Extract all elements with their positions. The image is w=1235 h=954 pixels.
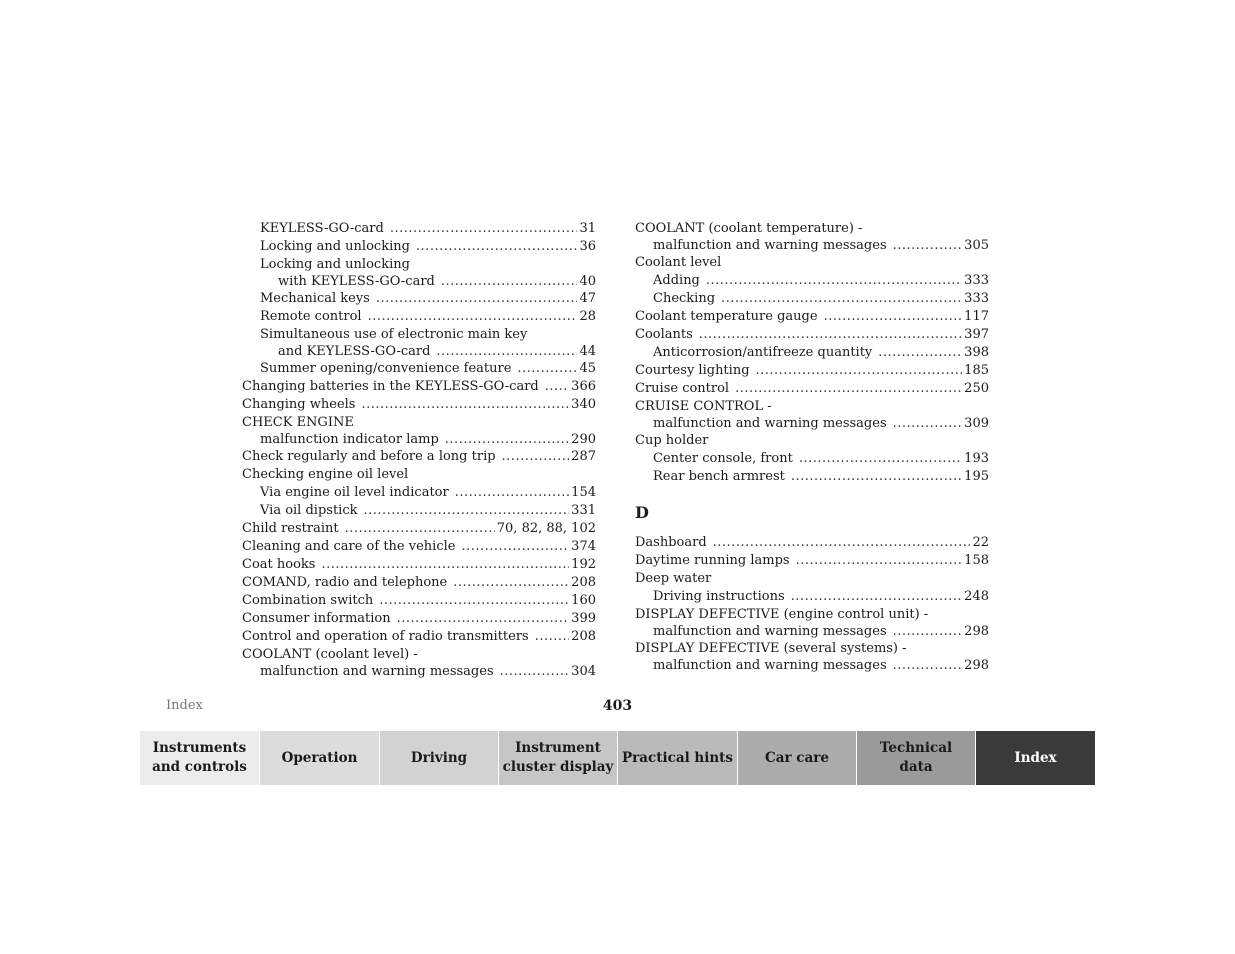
dot-leader [397, 610, 570, 628]
index-entry-term: Anticorrosion/antifreeze quantity [653, 345, 873, 360]
dot-leader [379, 592, 569, 610]
dot-leader [735, 380, 962, 398]
dot-leader [345, 520, 495, 538]
index-entry [242, 308, 596, 326]
dot-leader [878, 344, 962, 362]
index-entry [635, 570, 989, 588]
index-entry-term: Cleaning and care of the vehicle [242, 539, 456, 554]
dot-leader [368, 308, 578, 326]
index-entry [635, 290, 989, 308]
index-entry-term: malfunction and warning messages [653, 624, 887, 639]
tab-practical-hints[interactable]: Practical hints [618, 731, 738, 785]
index-entry-term: Changing batteries in the KEYLESS-GO-card [242, 379, 539, 394]
index-entry-page: 45 [579, 361, 596, 376]
dot-leader [441, 274, 578, 290]
tab-index[interactable]: Index [976, 731, 1095, 785]
index-entry [635, 272, 989, 290]
dot-leader [893, 416, 963, 432]
dot-leader [445, 432, 569, 448]
index-entry-page: 304 [571, 664, 596, 679]
dot-leader [500, 664, 570, 680]
index-entry [635, 552, 989, 570]
index-entry-term: Checking [653, 291, 716, 306]
index-entry-term: Deep water [635, 571, 712, 586]
dot-leader [535, 628, 569, 646]
index-entry [242, 628, 596, 646]
index-entry-term: malfunction and warning messages [653, 416, 887, 431]
index-entry-page: 399 [571, 611, 596, 626]
index-entry-page: 248 [964, 589, 989, 604]
index-entry-term: Locking and unlocking [260, 239, 410, 254]
index-entry-term: Via engine oil level indicator [260, 485, 449, 500]
index-entry [242, 432, 596, 448]
index-entry-term: malfunction and warning messages [653, 658, 887, 673]
page-number: 403 [602, 698, 633, 714]
dot-leader [321, 556, 569, 574]
index-entry-term: Mechanical keys [260, 291, 370, 306]
index-entry-page: 398 [964, 345, 989, 360]
index-entry-term: CRUISE CONTROL - [635, 399, 772, 414]
index-entry [242, 274, 596, 290]
index-entry-page: 340 [571, 397, 596, 412]
dot-leader [756, 362, 963, 380]
index-entry [242, 220, 596, 238]
dot-leader [824, 308, 963, 326]
index-entry [242, 610, 596, 628]
index-entry-term: malfunction and warning messages [653, 238, 887, 253]
index-entry [242, 592, 596, 610]
dot-leader [713, 534, 971, 552]
index-entry-term: Rear bench armrest [653, 469, 785, 484]
index-entry-page: 22 [972, 535, 989, 550]
dot-leader [376, 290, 578, 308]
dot-leader [893, 238, 963, 254]
index-entry-term: Summer opening/convenience feature [260, 361, 512, 376]
index-entry-page: 70, 82, 88, 102 [496, 521, 596, 536]
index-entry-page: 160 [571, 593, 596, 608]
dot-leader [453, 574, 569, 592]
index-entry-term: Locking and unlocking [260, 257, 410, 272]
index-entry-term: Daytime running lamps [635, 553, 790, 568]
index-entry [635, 326, 989, 344]
index-entry [242, 256, 596, 274]
index-entry-page: 305 [964, 238, 989, 253]
index-entry-page: 154 [571, 485, 596, 500]
index-entry-term: Cup holder [635, 433, 709, 448]
index-entry [242, 360, 596, 378]
index-entry-page: 374 [571, 539, 596, 554]
dot-leader [791, 588, 963, 606]
dot-leader [390, 220, 578, 238]
index-entry-term: COMAND, radio and telephone [242, 575, 448, 590]
index-entry-page: 290 [571, 432, 596, 447]
index-entry-page: 287 [571, 449, 596, 464]
dot-leader [364, 502, 570, 520]
index-entry-page: 44 [579, 344, 596, 359]
index-entry [635, 468, 989, 486]
dot-leader [796, 552, 963, 570]
index-entry-term: Center console, front [653, 451, 793, 466]
index-entry [242, 538, 596, 556]
index-entry [635, 416, 989, 432]
index-entry-page: 333 [964, 273, 989, 288]
index-entry [242, 664, 596, 680]
index-entry-page: 366 [571, 379, 596, 394]
index-entry [635, 362, 989, 380]
dot-leader [791, 468, 962, 486]
dot-leader [416, 238, 578, 256]
index-entry-term: Consumer information [242, 611, 391, 626]
index-entry [242, 290, 596, 308]
index-entry [242, 378, 596, 396]
index-entry-page: 195 [964, 469, 989, 484]
index-entry [242, 414, 596, 432]
index-entry-term: Dashboard [635, 535, 707, 550]
dot-leader [436, 344, 577, 360]
index-entry-page: 333 [964, 291, 989, 306]
tab-car-care[interactable]: Car care [738, 731, 857, 785]
index-entry [635, 432, 989, 450]
tab-instrument-cluster-display[interactable]: Instrument cluster display [499, 731, 618, 785]
dot-leader [721, 290, 962, 308]
index-entry [242, 520, 596, 538]
dot-leader [455, 484, 569, 502]
index-entry [242, 556, 596, 574]
index-entry-term: Coolant level [635, 255, 722, 270]
index-entry-term: Control and operation of radio transmitters [242, 629, 529, 644]
index-entry-term: Coolants [635, 327, 693, 342]
index-entry [635, 640, 989, 658]
dot-leader [893, 624, 963, 640]
index-entry-term: malfunction indicator lamp [260, 432, 439, 447]
index-entry [635, 588, 989, 606]
index-entry-page: 208 [571, 575, 596, 590]
dot-leader [517, 360, 577, 378]
index-entry [635, 344, 989, 362]
section-label: Index [166, 698, 203, 713]
index-entry-page: 28 [579, 309, 596, 324]
tab-driving[interactable]: Driving [380, 731, 499, 785]
dot-leader [461, 538, 569, 556]
index-entry-term: Adding [653, 273, 700, 288]
index-entry-page: 208 [571, 629, 596, 644]
index-entry-term: Cruise control [635, 381, 730, 396]
index-entry [242, 396, 596, 414]
index-entry [242, 502, 596, 520]
index-entry [635, 380, 989, 398]
index-entry-term: DISPLAY DEFECTIVE (several systems) - [635, 641, 907, 656]
index-entry-page: 309 [964, 416, 989, 431]
index-entry-term: Simultaneous use of electronic main key [260, 327, 528, 342]
dot-leader [545, 378, 569, 396]
tab-instruments-and-controls[interactable]: Instruments and controls [140, 731, 260, 785]
index-entry [635, 308, 989, 326]
index-entry-page: 31 [579, 221, 596, 236]
dot-leader [699, 326, 962, 344]
index-entry-page: 397 [964, 327, 989, 342]
index-entry-term: Child restraint [242, 521, 339, 536]
index-entry-term: CHECK ENGINE [242, 415, 354, 430]
index-entry [635, 398, 989, 416]
index-entry [635, 624, 989, 640]
index-entry [242, 484, 596, 502]
index-entry-term: with KEYLESS-GO-card [278, 274, 435, 289]
tab-operation[interactable]: Operation [260, 731, 380, 785]
index-entry [635, 220, 989, 238]
index-entry-term: DISPLAY DEFECTIVE (engine control unit) - [635, 607, 929, 622]
index-entry-term: COOLANT (coolant temperature) - [635, 221, 863, 236]
section-tab-bar [140, 731, 1095, 785]
index-entry-page: 298 [964, 658, 989, 673]
index-entry-term: malfunction and warning messages [260, 664, 494, 679]
index-entry [242, 344, 596, 360]
index-entry-term: and KEYLESS-GO-card [278, 344, 431, 359]
index-entry-page: 331 [571, 503, 596, 518]
index-entry-term: Courtesy lighting [635, 363, 750, 378]
index-entry [242, 238, 596, 256]
index-entry-term: COOLANT (coolant level) - [242, 647, 418, 662]
index-entry-page: 117 [964, 309, 989, 324]
tab-technical-data[interactable]: Technical data [857, 731, 976, 785]
index-entry-page: 185 [964, 363, 989, 378]
index-entry-term: Check regularly and before a long trip [242, 449, 496, 464]
index-entry [242, 574, 596, 592]
index-entry [635, 254, 989, 272]
index-column-right [635, 220, 989, 674]
index-entry-term: Changing wheels [242, 397, 356, 412]
index-entry-page: 158 [964, 553, 989, 568]
index-entry [635, 658, 989, 674]
dot-leader [893, 658, 963, 674]
index-entry-term: Combination switch [242, 593, 374, 608]
index-entry-page: 36 [579, 239, 596, 254]
index-entry-term: Driving instructions [653, 589, 785, 604]
index-entry [242, 448, 596, 466]
index-entry [242, 466, 596, 484]
index-entry-term: Remote control [260, 309, 362, 324]
dot-leader [706, 272, 962, 290]
index-entry [635, 606, 989, 624]
index-entry [242, 326, 596, 344]
index-entry-page: 192 [571, 557, 596, 572]
dot-leader [361, 396, 569, 414]
index-entry-term: Via oil dipstick [260, 503, 358, 518]
index-entry [635, 238, 989, 254]
index-column-left [242, 220, 596, 680]
dot-leader [799, 450, 962, 468]
index-entry-page: 250 [964, 381, 989, 396]
index-entry-term: Checking engine oil level [242, 467, 409, 482]
index-entry-page: 298 [964, 624, 989, 639]
index-entry-page: 47 [579, 291, 596, 306]
index-entry [635, 534, 989, 552]
index-entry-page: 40 [579, 274, 596, 289]
index-entry-page: 193 [964, 451, 989, 466]
index-entry-term: Coat hooks [242, 557, 316, 572]
dot-leader [502, 448, 570, 466]
index-entry-term: Coolant temperature gauge [635, 309, 818, 324]
index-entry-term: KEYLESS-GO-card [260, 221, 384, 236]
index-entry [635, 450, 989, 468]
index-letter-heading: D [635, 503, 649, 522]
index-entry [242, 646, 596, 664]
